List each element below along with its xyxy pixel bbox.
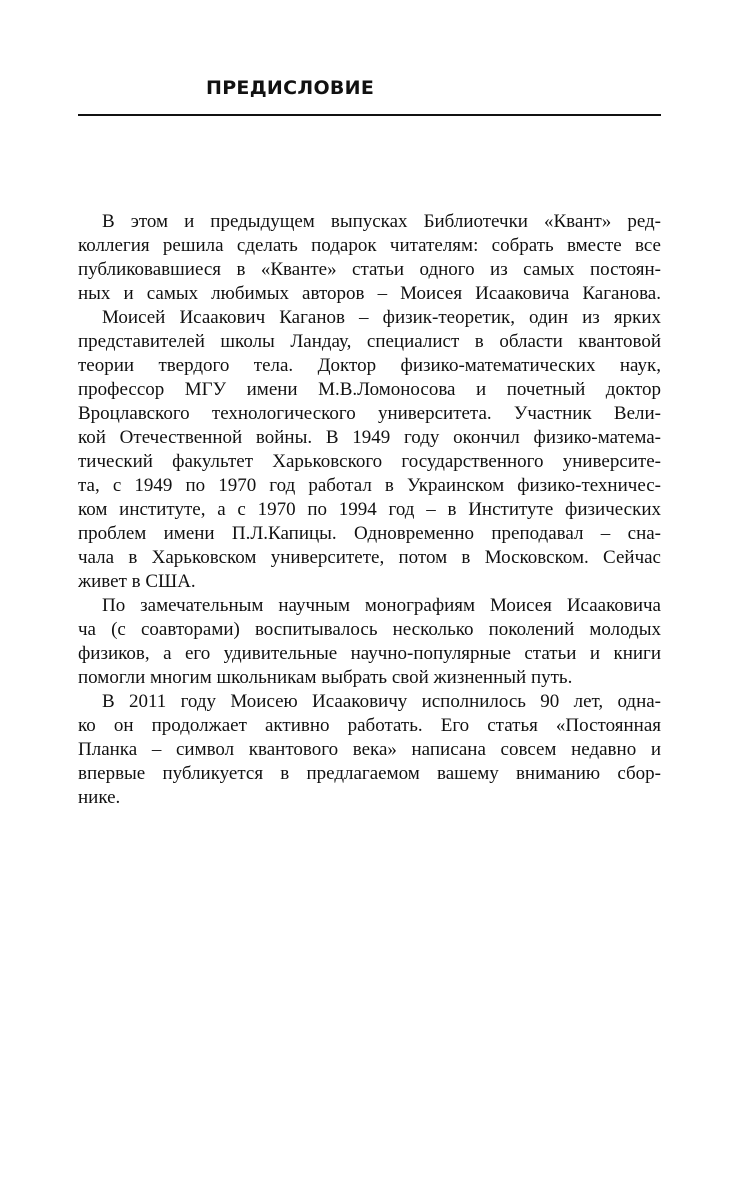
text-line: физиков, а его удивительные научно-популярные статьи и книги (78, 643, 661, 664)
paragraph (78, 690, 661, 810)
text-line: та, с 1949 по 1970 год работал в Украинском физико-техничес- (78, 475, 661, 496)
text-line: чала в Харьковском университете, потом в Московском. Сейчас (78, 547, 661, 568)
text-line: ча (с соавторами) воспитывалось несколько поколений молодых (78, 619, 661, 640)
text-line: коллегия решила сделать подарок читателям: собрать вместе все (78, 235, 661, 256)
text-line: публиковавшиеся в «Кванте» статьи одного из самых постоян- (78, 259, 661, 280)
paragraph (78, 306, 661, 594)
text-line: тический факультет Харьковского государственного университе- (78, 451, 661, 472)
text-line: Моисей Исаакович Каганов – физик-теоретик, один из ярких (102, 307, 661, 328)
text-line: профессор МГУ имени М.В.Ломоносова и почетный доктор (78, 379, 661, 400)
text-line: В 2011 году Моисею Исааковичу исполнилось 90 лет, одна- (102, 691, 661, 712)
text-line: впервые публикуется в предлагаемом вашему вниманию сбор- (78, 763, 661, 784)
text-line: ком институте, а с 1970 по 1994 год – в Институте физических (78, 499, 661, 520)
chapter-title: ПРЕДИСЛОВИЕ (206, 77, 375, 99)
preface-body (78, 210, 661, 810)
text-line: представителей школы Ландау, специалист в области квантовой (78, 331, 661, 352)
text-line: кой Отечественной войны. В 1949 году окончил физико-матема- (78, 427, 661, 448)
title-rule (78, 114, 661, 116)
text-line: проблем имени П.Л.Капицы. Одновременно преподавал – сна- (78, 523, 661, 544)
paragraph (78, 210, 661, 306)
text-line: По замечательным научным монографиям Моисея Исааковича (102, 595, 661, 616)
text-line: живет в США. (78, 571, 196, 592)
text-line: В этом и предыдущем выпусках Библиотечки «Квант» ред- (102, 211, 661, 232)
text-line: Вроцлавского технологического университета. Участник Вели- (78, 403, 661, 424)
text-line: ко он продолжает активно работать. Его статья «Постоянная (78, 715, 661, 736)
text-line: ных и самых любимых авторов – Моисея Исааковича Каганова. (78, 283, 661, 304)
text-line: Планка – символ квантового века» написана совсем недавно и (78, 739, 661, 760)
text-line: теории твердого тела. Доктор физико-математических наук, (78, 355, 661, 376)
text-line: нике. (78, 787, 121, 808)
text-line: помогли многим школьникам выбрать свой жизненный путь. (78, 667, 573, 688)
paragraph (78, 594, 661, 690)
